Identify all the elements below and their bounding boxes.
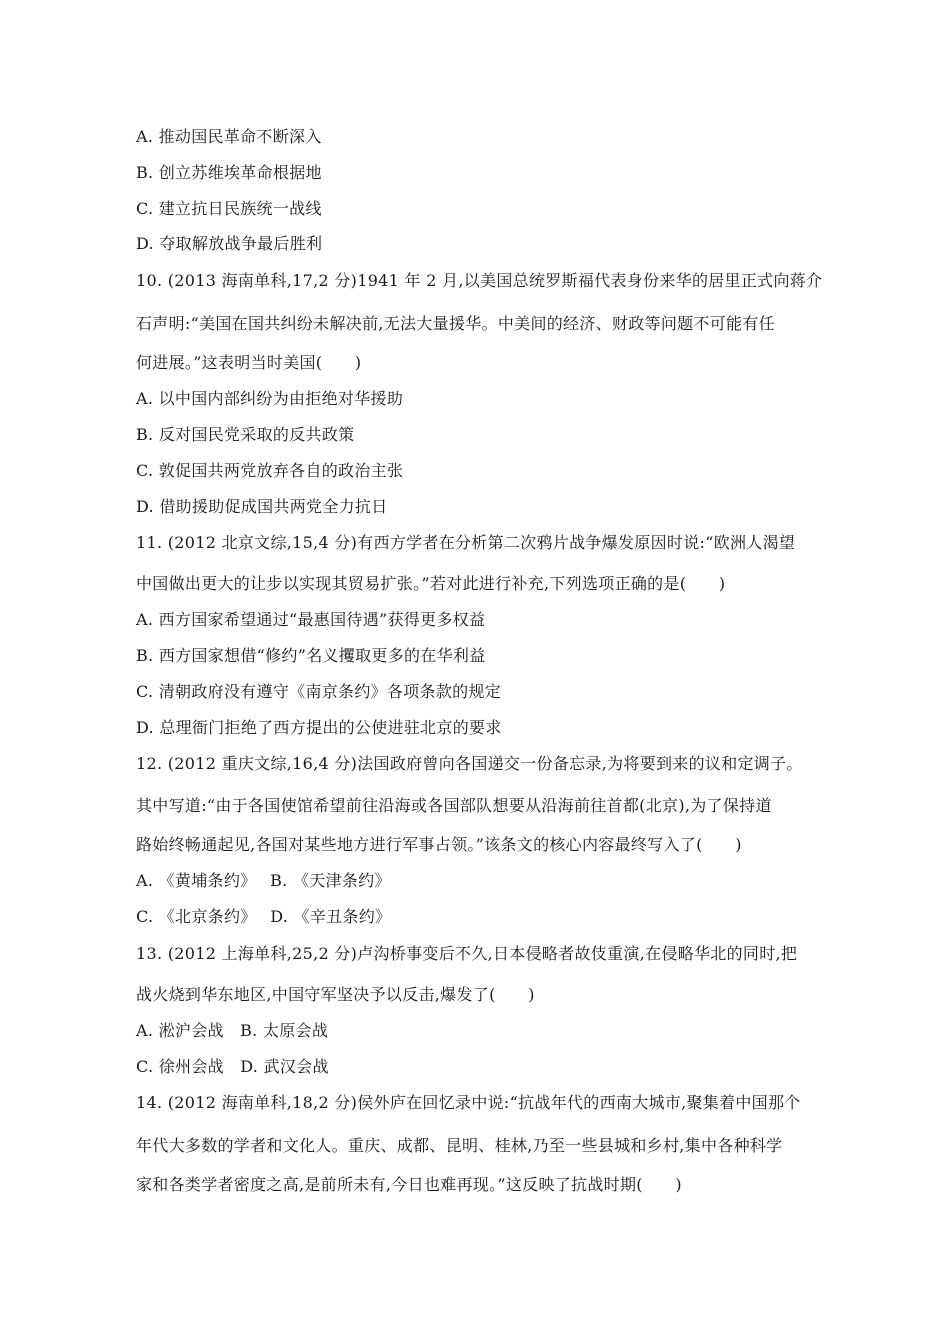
q13-options-cd: C. 徐州会战 D. 武汉会战 <box>136 1057 329 1076</box>
q12-options-ab: A. 《黄埔条约》 B. 《天津条约》 <box>136 871 391 890</box>
q10-option-c: C. 敦促国共两党放弃各自的政治主张 <box>136 461 404 480</box>
q11-stem-line-2: 中国做出更大的让步以实现其贸易扩张。”若对此进行补充,下列选项正确的是( ) <box>136 574 726 593</box>
q11-option-d: D. 总理衙门拒绝了西方提出的公使进驻北京的要求 <box>136 718 502 737</box>
q13-stem-line-2: 战火烧到华东地区,中国守军坚决予以反击,爆发了( ) <box>136 985 535 1004</box>
q10-option-b: B. 反对国民党采取的反共政策 <box>136 425 355 444</box>
q10-option-a: A. 以中国内部纠纷为由拒绝对华援助 <box>136 389 404 408</box>
q10-stem-line-1: 10. (2013 海南单科,17,2 分)1941 年 2 月,以美国总统罗斯福代表身份来华的居里正式向蒋介 <box>136 271 823 290</box>
q9-option-b: B. 创立苏维埃革命根据地 <box>136 163 322 182</box>
q13-options-ab: A. 淞沪会战 B. 太原会战 <box>136 1021 329 1040</box>
q12-stem-line-1: 12. (2012 重庆文综,16,4 分)法国政府曾向各国递交一份备忘录,为将要到来的议和定调子。 <box>136 754 803 773</box>
q12-stem-line-3: 路始终畅通起见,各国对某些地方进行军事占领。”该条文的核心内容最终写入了( ) <box>136 835 742 854</box>
q11-option-a: A. 西方国家希望通过“最惠国待遇”获得更多权益 <box>136 610 486 629</box>
q9-option-c: C. 建立抗日民族统一战线 <box>136 199 322 218</box>
q10-option-d: D. 借助援助促成国共两党全力抗日 <box>136 497 388 516</box>
q10-stem-line-3: 何进展。”这表明当时美国( ) <box>136 353 362 372</box>
q14-stem-line-2: 年代大多数的学者和文化人。重庆、成都、昆明、桂林,乃至一些县城和乡村,集中各种科学 <box>136 1136 783 1155</box>
q12-stem-line-2: 其中写道:“由于各国使馆希望前往沿海或各国部队想要从沿海前往首都(北京),为了保持道 <box>136 796 772 815</box>
q10-stem-line-2: 石声明:“美国在国共纠纷未解决前,无法大量援华。中美间的经济、财政等问题不可能有任 <box>136 314 775 333</box>
q11-option-c: C. 清朝政府没有遵守《南京条约》各项条款的规定 <box>136 682 502 701</box>
q9-option-d: D. 夺取解放战争最后胜利 <box>136 234 323 253</box>
q11-option-b: B. 西方国家想借“修约”名义攫取更多的在华利益 <box>136 646 486 665</box>
q9-option-a: A. 推动国民革命不断深入 <box>136 127 322 146</box>
q14-stem-line-1: 14. (2012 海南单科,18,2 分)侯外庐在回忆录中说:“抗战年代的西南大城市,聚集着中国那个 <box>136 1093 801 1112</box>
q13-stem-line-1: 13. (2012 上海单科,25,2 分)卢沟桥事变后不久,日本侵略者故伎重演,在侵略华北的同时,把 <box>136 944 798 963</box>
q14-stem-line-3: 家和各类学者密度之高,是前所未有,今日也难再现。”这反映了抗战时期( ) <box>136 1175 682 1194</box>
q11-stem-line-1: 11. (2012 北京文综,15,4 分)有西方学者在分析第二次鸦片战争爆发原因时说:“欧洲人渴望 <box>136 533 796 552</box>
q12-options-cd: C. 《北京条约》 D. 《辛丑条约》 <box>136 907 392 926</box>
